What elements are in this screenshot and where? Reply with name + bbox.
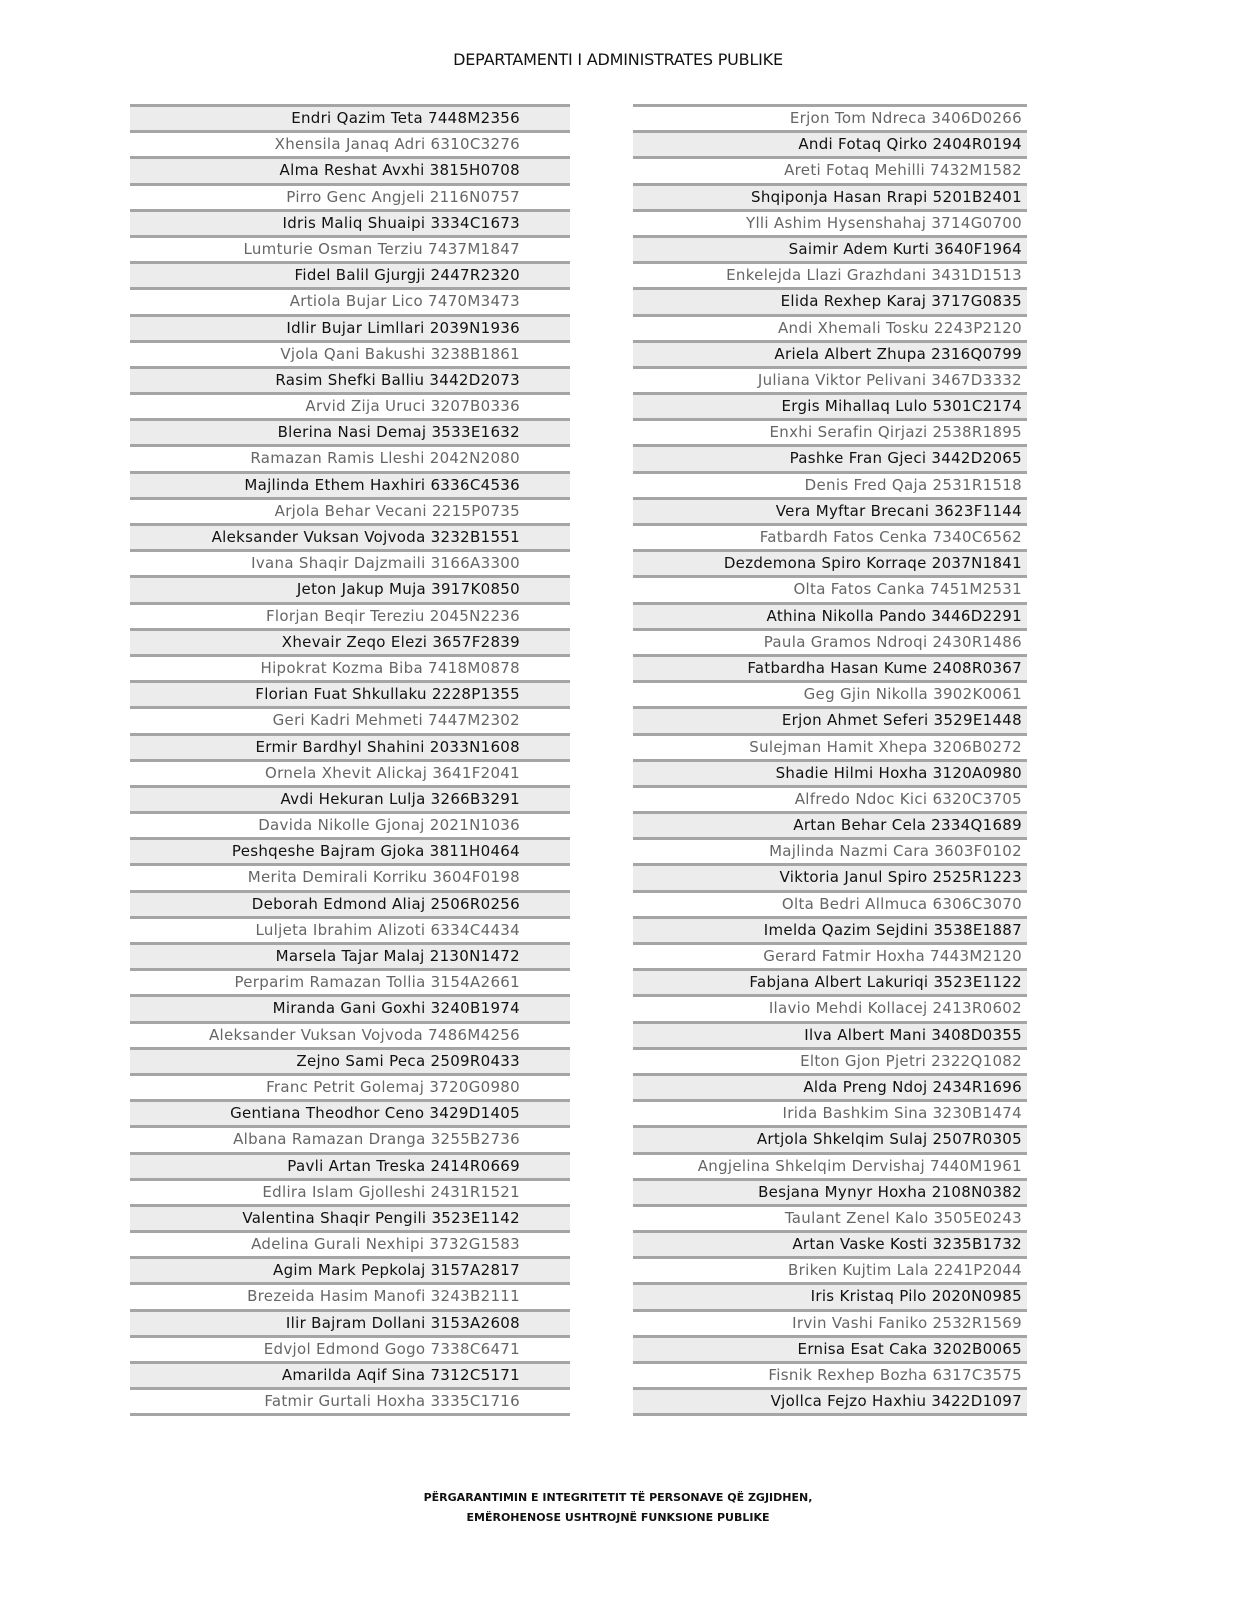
list-item: Shadie Hilmi Hoxha 3120A0980 <box>633 759 1027 785</box>
list-item: Luljeta Ibrahim Alizoti 6334C4434 <box>130 916 570 942</box>
list-item: Amarilda Aqif Sina 7312C5171 <box>130 1361 570 1387</box>
list-item: Ivana Shaqir Dajzmaili 3166A3300 <box>130 549 570 575</box>
list-item: Dezdemona Spiro Korraqe 2037N1841 <box>633 549 1027 575</box>
list-item: Florian Fuat Shkullaku 2228P1355 <box>130 680 570 706</box>
list-item: Aleksander Vuksan Vojvoda 7486M4256 <box>130 1021 570 1047</box>
divider <box>130 1413 570 1416</box>
list-item: Arjola Behar Vecani 2215P0735 <box>130 497 570 523</box>
list-item: Fisnik Rexhep Bozha 6317C3575 <box>633 1361 1027 1387</box>
list-item: Aleksander Vuksan Vojvoda 3232B1551 <box>130 523 570 549</box>
list-item: Xhevair Zeqo Elezi 3657F2839 <box>130 628 570 654</box>
list-item: Besjana Mynyr Hoxha 2108N0382 <box>633 1178 1027 1204</box>
list-item: Lumturie Osman Terziu 7437M1847 <box>130 235 570 261</box>
list-item: Gentiana Theodhor Ceno 3429D1405 <box>130 1099 570 1125</box>
list-item: Fatbardha Hasan Kume 2408R0367 <box>633 654 1027 680</box>
list-item: Avdi Hekuran Lulja 3266B3291 <box>130 785 570 811</box>
list-item: Ilavio Mehdi Kollacej 2413R0602 <box>633 994 1027 1020</box>
list-item: Deborah Edmond Aliaj 2506R0256 <box>130 890 570 916</box>
list-item: Artiola Bujar Lico 7470M3473 <box>130 287 570 313</box>
list-item: Fidel Balil Gjurgji 2447R2320 <box>130 261 570 287</box>
list-item: Taulant Zenel Kalo 3505E0243 <box>633 1204 1027 1230</box>
list-item: Blerina Nasi Demaj 3533E1632 <box>130 418 570 444</box>
list-item: Enkelejda Llazi Grazhdani 3431D1513 <box>633 261 1027 287</box>
list-item: Vjollca Fejzo Haxhiu 3422D1097 <box>633 1387 1027 1413</box>
list-item: Artan Vaske Kosti 3235B1732 <box>633 1230 1027 1256</box>
list-item: Davida Nikolle Gjonaj 2021N1036 <box>130 811 570 837</box>
list-item: Briken Kujtim Lala 2241P2044 <box>633 1256 1027 1282</box>
list-item: Alfredo Ndoc Kici 6320C3705 <box>633 785 1027 811</box>
list-item: Idlir Bujar Limllari 2039N1936 <box>130 314 570 340</box>
list-item: Edlira Islam Gjolleshi 2431R1521 <box>130 1178 570 1204</box>
divider <box>633 1413 1027 1416</box>
list-item: Zejno Sami Peca 2509R0433 <box>130 1047 570 1073</box>
list-item: Vjola Qani Bakushi 3238B1861 <box>130 340 570 366</box>
list-item: Idris Maliq Shuaipi 3334C1673 <box>130 209 570 235</box>
list-item: Andi Xhemali Tosku 2243P2120 <box>633 314 1027 340</box>
page-footer <box>0 1488 1236 1528</box>
list-item: Ornela Xhevit Alickaj 3641F2041 <box>130 759 570 785</box>
list-item: Fatbardh Fatos Cenka 7340C6562 <box>633 523 1027 549</box>
list-item: Ilva Albert Mani 3408D0355 <box>633 1021 1027 1047</box>
list-item: Brezeida Hasim Manofi 3243B2111 <box>130 1282 570 1308</box>
list-item: Alda Preng Ndoj 2434R1696 <box>633 1073 1027 1099</box>
list-item: Peshqeshe Bajram Gjoka 3811H0464 <box>130 837 570 863</box>
list-item: Ariela Albert Zhupa 2316Q0799 <box>633 340 1027 366</box>
footer-line-1: PËRGARANTIMIN E INTEGRITETIT TË PERSONAVE QË ZGJIDHEN, <box>423 1491 813 1504</box>
page-title: DEPARTAMENTI I ADMINISTRATES PUBLIKE <box>453 50 783 69</box>
right-name-list <box>633 104 1027 1416</box>
list-item: Endri Qazim Teta 7448M2356 <box>130 104 570 130</box>
list-item: Artjola Shkelqim Sulaj 2507R0305 <box>633 1125 1027 1151</box>
list-item: Arvid Zija Uruci 3207B0336 <box>130 392 570 418</box>
list-item: Olta Bedri Allmuca 6306C3070 <box>633 890 1027 916</box>
list-item: Enxhi Serafin Qirjazi 2538R1895 <box>633 418 1027 444</box>
list-item: Saimir Adem Kurti 3640F1964 <box>633 235 1027 261</box>
list-item: Olta Fatos Canka 7451M2531 <box>633 575 1027 601</box>
list-item: Ylli Ashim Hysenshahaj 3714G0700 <box>633 209 1027 235</box>
list-item: Erjon Ahmet Seferi 3529E1448 <box>633 706 1027 732</box>
list-item: Angjelina Shkelqim Dervishaj 7440M1961 <box>633 1152 1027 1178</box>
list-item: Juliana Viktor Pelivani 3467D3332 <box>633 366 1027 392</box>
list-item: Franc Petrit Golemaj 3720G0980 <box>130 1073 570 1099</box>
list-item: Athina Nikolla Pando 3446D2291 <box>633 602 1027 628</box>
list-item: Fatmir Gurtali Hoxha 3335C1716 <box>130 1387 570 1413</box>
list-item: Xhensila Janaq Adri 6310C3276 <box>130 130 570 156</box>
list-item: Majlinda Ethem Haxhiri 6336C4536 <box>130 471 570 497</box>
list-item: Marsela Tajar Malaj 2130N1472 <box>130 942 570 968</box>
list-item: Pavli Artan Treska 2414R0669 <box>130 1152 570 1178</box>
footer-line-2: EMËROHENOSE USHTROJNË FUNKSIONE PUBLIKE <box>466 1511 770 1524</box>
list-item: Ermir Bardhyl Shahini 2033N1608 <box>130 733 570 759</box>
list-item: Elton Gjon Pjetri 2322Q1082 <box>633 1047 1027 1073</box>
list-item: Pashke Fran Gjeci 3442D2065 <box>633 444 1027 470</box>
list-item: Miranda Gani Goxhi 3240B1974 <box>130 994 570 1020</box>
list-item: Fabjana Albert Lakuriqi 3523E1122 <box>633 968 1027 994</box>
list-item: Areti Fotaq Mehilli 7432M1582 <box>633 156 1027 182</box>
list-item: Irvin Vashi Faniko 2532R1569 <box>633 1309 1027 1335</box>
list-item: Paula Gramos Ndroqi 2430R1486 <box>633 628 1027 654</box>
list-item: Albana Ramazan Dranga 3255B2736 <box>130 1125 570 1151</box>
list-item: Shqiponja Hasan Rrapi 5201B2401 <box>633 183 1027 209</box>
list-item: Denis Fred Qaja 2531R1518 <box>633 471 1027 497</box>
list-item: Andi Fotaq Qirko 2404R0194 <box>633 130 1027 156</box>
list-item: Ilir Bajram Dollani 3153A2608 <box>130 1309 570 1335</box>
list-item: Elida Rexhep Karaj 3717G0835 <box>633 287 1027 313</box>
list-item: Viktoria Janul Spiro 2525R1223 <box>633 863 1027 889</box>
list-item: Adelina Gurali Nexhipi 3732G1583 <box>130 1230 570 1256</box>
list-item: Ergis Mihallaq Lulo 5301C2174 <box>633 392 1027 418</box>
list-item: Jeton Jakup Muja 3917K0850 <box>130 575 570 601</box>
list-item: Agim Mark Pepkolaj 3157A2817 <box>130 1256 570 1282</box>
list-item: Majlinda Nazmi Cara 3603F0102 <box>633 837 1027 863</box>
list-item: Artan Behar Cela 2334Q1689 <box>633 811 1027 837</box>
list-item: Rasim Shefki Balliu 3442D2073 <box>130 366 570 392</box>
list-item: Irida Bashkim Sina 3230B1474 <box>633 1099 1027 1125</box>
list-item: Imelda Qazim Sejdini 3538E1887 <box>633 916 1027 942</box>
list-item: Florjan Beqir Tereziu 2045N2236 <box>130 602 570 628</box>
list-item: Edvjol Edmond Gogo 7338C6471 <box>130 1335 570 1361</box>
list-item: Sulejman Hamit Xhepa 3206B0272 <box>633 733 1027 759</box>
list-item: Merita Demirali Korriku 3604F0198 <box>130 863 570 889</box>
list-item: Valentina Shaqir Pengili 3523E1142 <box>130 1204 570 1230</box>
list-item: Geg Gjin Nikolla 3902K0061 <box>633 680 1027 706</box>
list-item: Ernisa Esat Caka 3202B0065 <box>633 1335 1027 1361</box>
list-item: Vera Myftar Brecani 3623F1144 <box>633 497 1027 523</box>
list-item: Ramazan Ramis Lleshi 2042N2080 <box>130 444 570 470</box>
left-name-list <box>130 104 570 1416</box>
list-item: Geri Kadri Mehmeti 7447M2302 <box>130 706 570 732</box>
list-item: Iris Kristaq Pilo 2020N0985 <box>633 1282 1027 1308</box>
list-item: Pirro Genc Angjeli 2116N0757 <box>130 183 570 209</box>
list-item: Erjon Tom Ndreca 3406D0266 <box>633 104 1027 130</box>
list-item: Gerard Fatmir Hoxha 7443M2120 <box>633 942 1027 968</box>
list-item: Hipokrat Kozma Biba 7418M0878 <box>130 654 570 680</box>
list-item: Alma Reshat Avxhi 3815H0708 <box>130 156 570 182</box>
list-item: Perparim Ramazan Tollia 3154A2661 <box>130 968 570 994</box>
